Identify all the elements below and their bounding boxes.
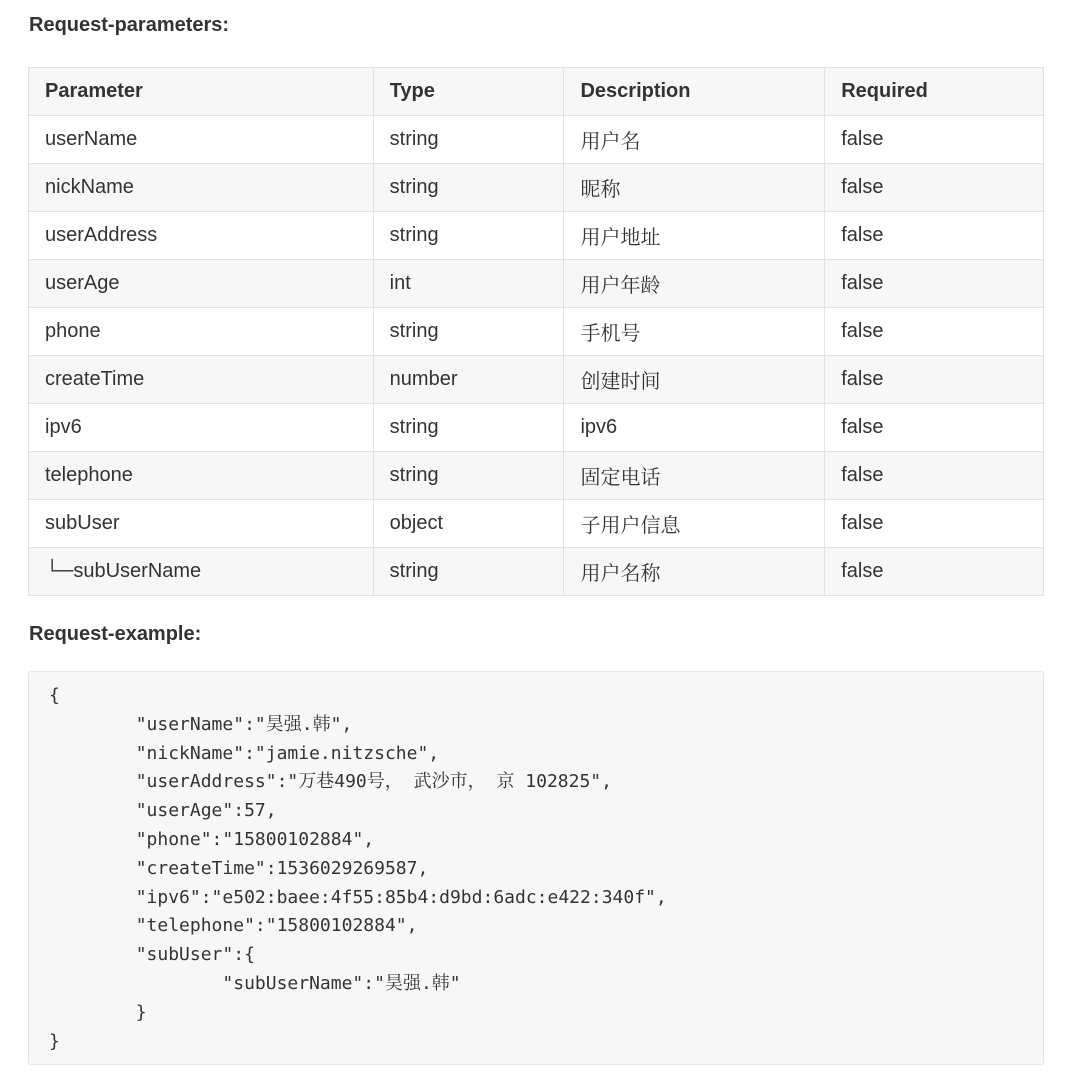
table-row	[29, 260, 1044, 308]
cell-description: 创建时间	[564, 356, 825, 404]
cell-type: string	[373, 212, 564, 260]
table-row	[29, 500, 1044, 548]
table-row	[29, 164, 1044, 212]
cell-required: false	[825, 116, 1044, 164]
cell-parameter: userAge	[29, 260, 374, 308]
cell-required: false	[825, 500, 1044, 548]
cell-type: number	[373, 356, 564, 404]
cell-required: false	[825, 404, 1044, 452]
cell-required: false	[825, 260, 1044, 308]
table-row	[29, 548, 1044, 596]
request-example-heading: Request-example:	[29, 623, 202, 645]
cell-description: 手机号	[564, 308, 825, 356]
cell-description: 固定电话	[564, 452, 825, 500]
header-description: Description	[564, 68, 825, 116]
cell-type: string	[373, 452, 564, 500]
table-row	[29, 308, 1044, 356]
cell-type: string	[373, 308, 564, 356]
table-row	[29, 452, 1044, 500]
header-required: Required	[825, 68, 1044, 116]
cell-required: false	[825, 548, 1044, 596]
cell-required: false	[825, 308, 1044, 356]
table-row	[29, 356, 1044, 404]
cell-required: false	[825, 164, 1044, 212]
cell-description: ipv6	[564, 404, 825, 452]
table-row	[29, 212, 1044, 260]
header-type: Type	[373, 68, 564, 116]
cell-type: string	[373, 164, 564, 212]
cell-parameter: telephone	[29, 452, 374, 500]
cell-type: string	[373, 116, 564, 164]
cell-description: 子用户信息	[564, 500, 825, 548]
cell-type: string	[373, 404, 564, 452]
cell-type: object	[373, 500, 564, 548]
cell-parameter: nickName	[29, 164, 374, 212]
cell-type: int	[373, 260, 564, 308]
cell-required: false	[825, 356, 1044, 404]
table-row	[29, 116, 1044, 164]
cell-description: 用户年龄	[564, 260, 825, 308]
cell-description: 用户名称	[564, 548, 825, 596]
request-parameters-heading: Request-parameters:	[29, 14, 230, 36]
cell-parameter: ipv6	[29, 404, 374, 452]
cell-type: string	[373, 548, 564, 596]
table-row	[29, 404, 1044, 452]
cell-required: false	[825, 212, 1044, 260]
header-parameter: Parameter	[29, 68, 374, 116]
cell-parameter: └─subUserName	[29, 548, 374, 596]
cell-description: 用户地址	[564, 212, 825, 260]
request-example-code: { "userName":"昊强.韩", "nickName":"jamie.nitzsche", "userAddress":"万巷490号， 武沙市， 京 102825", "userAge":57, "phone":"15800102884", "createTime":1536029269587, "ipv6":"e502:baee:4f55:85b4:d9bd:6adc:e422:340f", "telephone":"15800102884", "subUser":{ "subUserName":"昊强.韩" } }	[28, 671, 1044, 1065]
cell-parameter: createTime	[29, 356, 374, 404]
cell-description: 用户名	[564, 116, 825, 164]
cell-required: false	[825, 452, 1044, 500]
cell-parameter: userName	[29, 116, 374, 164]
cell-description: 昵称	[564, 164, 825, 212]
cell-parameter: userAddress	[29, 212, 374, 260]
cell-parameter: subUser	[29, 500, 374, 548]
table-header-row	[29, 68, 1044, 116]
cell-parameter: phone	[29, 308, 374, 356]
request-parameters-table	[28, 67, 1044, 596]
